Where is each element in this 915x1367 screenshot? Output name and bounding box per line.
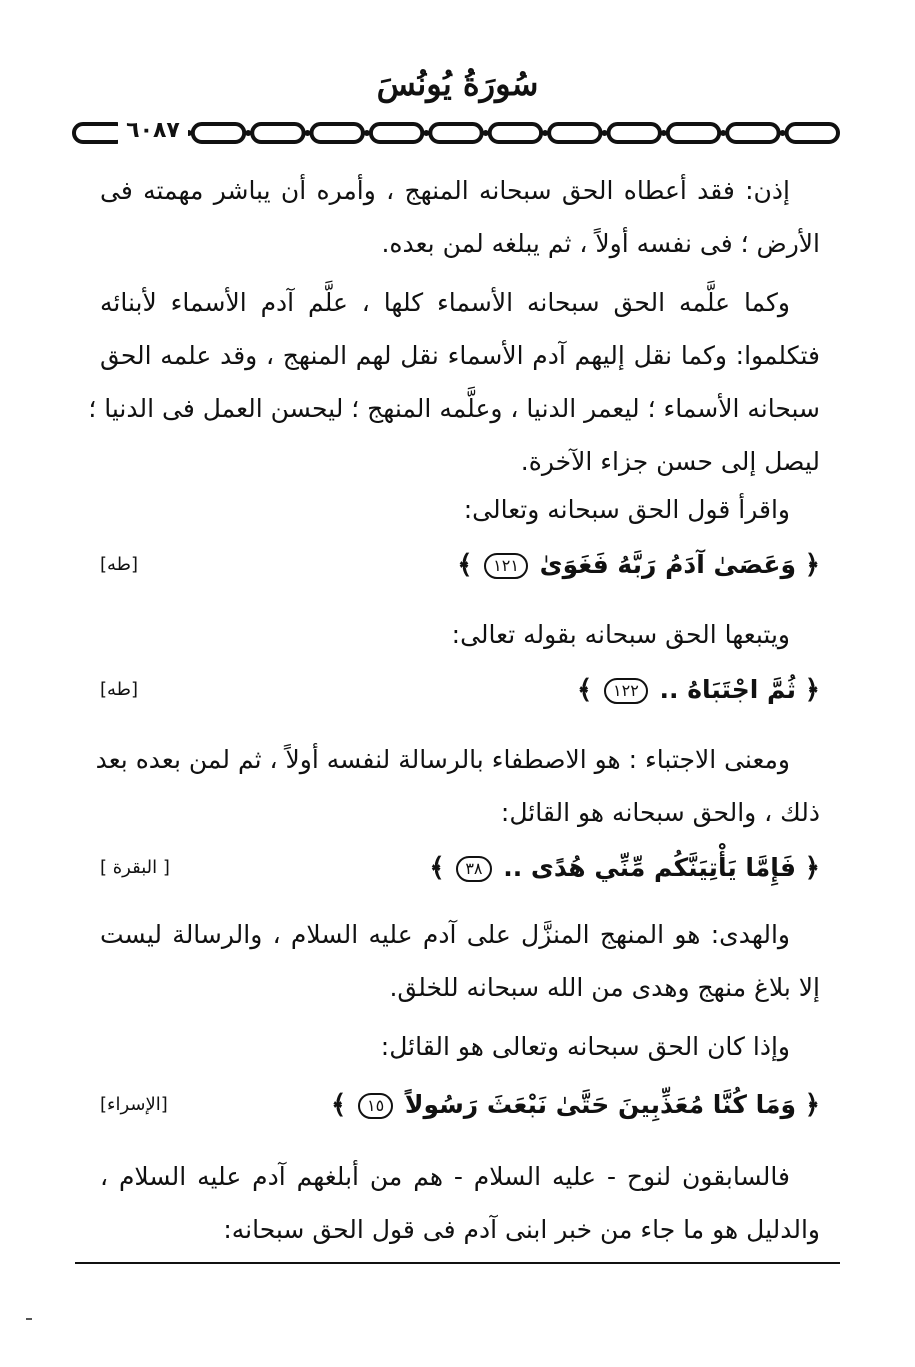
quran-verse-3 [100, 843, 820, 893]
verse-source: [الإسراء] [100, 1094, 168, 1115]
chain-dot [780, 130, 786, 136]
verse-source: [طه] [100, 679, 139, 700]
text-line: واقرأ قول الحق سبحانه وتعالى: [463, 495, 790, 524]
chain-dot [483, 130, 489, 136]
quran-verse-1 [100, 540, 820, 590]
text-line: فالسابقون لنوح - عليه السلام - هم من أبلغهم آدم عليه السلام ، [100, 1162, 790, 1191]
chain-dot [364, 130, 370, 136]
chain-dot [245, 130, 251, 136]
chain-link [371, 124, 422, 142]
verse-text-line [331, 1080, 820, 1130]
chain-link [430, 124, 481, 142]
text-line: ومعنى الاجتباء : هو الاصطفاء بالرسالة لنفسه أولاً ، ثم لمن بعده بعد [95, 745, 790, 774]
text-line: ذلك ، والحق سبحانه هو القائل: [500, 798, 820, 827]
verse-text-line [429, 843, 820, 893]
text-line: الأرض ؛ فى نفسه أولاً ، ثم يبلغه لمن بعده. [381, 229, 820, 258]
page-number: ٦٠٨٧ [118, 116, 188, 146]
text-line: والهدى: هو المنهج المنزَّل على آدم عليه السلام ، والرسالة ليست [100, 920, 790, 949]
text-line: وإذا كان الحق سبحانه وتعالى هو القائل: [380, 1032, 790, 1061]
ayah-number-badge: ١٢١ [484, 553, 528, 579]
quran-verse-2 [100, 665, 820, 715]
chain-dot [661, 130, 667, 136]
chain-dot [720, 130, 726, 136]
paragraph-5 [95, 733, 820, 839]
paragraph-2 [88, 276, 820, 488]
text-line: وكما علَّمه الحق سبحانه الأسماء كلها ، علَّم آدم الأسماء لأبنائه [100, 288, 790, 317]
scan-speck [26, 1318, 32, 1320]
chain-link [668, 124, 719, 142]
paragraph-3 [100, 483, 820, 536]
verse-open-bracket: ﴿ [804, 853, 820, 883]
paragraph-1 [100, 164, 820, 270]
ayah-number-badge: ١٢٢ [604, 678, 648, 704]
chain-link [549, 124, 600, 142]
verse-text: ثُمَّ اجْتَبَاهُ .. [659, 675, 797, 704]
chain-dot [305, 130, 311, 136]
paragraph-7 [100, 1020, 820, 1073]
verse-source: [طه] [100, 554, 139, 575]
text-line: سبحانه الأسماء ؛ ليعمر الدنيا ، وعلَّمه المنهج ؛ ليحسن العمل فى الدنيا ؛ [88, 394, 820, 423]
chain-link [193, 124, 244, 142]
verse-text: فَإِمَّا يَأْتِيَنَّكُم مِّنِّي هُدًى .. [503, 853, 797, 882]
paragraph-8 [100, 1150, 820, 1256]
text-line: ويتبعها الحق سبحانه بقوله تعالى: [451, 620, 790, 649]
paragraph-6 [100, 908, 820, 1014]
ayah-number-badge: ١٥ [358, 1093, 393, 1119]
chain-link [609, 124, 660, 142]
text-line: إلا بلاغ منهج وهدى من الله سبحانه للخلق. [389, 973, 820, 1002]
surah-title: سُورَةُ يُونُسَ [376, 65, 539, 103]
paragraph-4 [100, 608, 820, 661]
verse-text: وَعَصَىٰ آدَمُ رَبَّهُ فَغَوَىٰ [539, 550, 797, 579]
verse-open-bracket: ﴿ [804, 550, 820, 580]
verse-text: وَمَا كُنَّا مُعَذِّبِينَ حَتَّىٰ نَبْعَثَ رَسُولاً [404, 1090, 797, 1119]
ayah-number-badge: ٣٨ [456, 856, 491, 882]
chain-dot [542, 130, 548, 136]
verse-close-bracket: ﴾ [331, 1090, 347, 1120]
verse-close-bracket: ﴾ [429, 853, 445, 883]
quran-verse-4 [100, 1080, 820, 1130]
verse-open-bracket: ﴿ [804, 675, 820, 705]
chain-dot [602, 130, 608, 136]
text-line: والدليل هو ما جاء من خبر ابنى آدم فى قول الحق سبحانه: [223, 1215, 820, 1244]
footer-divider [75, 1262, 840, 1264]
text-line: فتكلموا: وكما نقل إليهم آدم الأسماء نقل لهم المنهج ، وقد علمه الحق [100, 341, 820, 370]
verse-open-bracket: ﴿ [804, 1090, 820, 1120]
chain-dot [423, 130, 429, 136]
verse-close-bracket: ﴾ [457, 550, 473, 580]
verse-text-line [457, 540, 820, 590]
chain-link [312, 124, 363, 142]
text-line: ليصل إلى حسن جزاء الآخرة. [520, 447, 820, 476]
verse-text-line [577, 665, 820, 715]
chain-link [490, 124, 541, 142]
chain-link [252, 124, 303, 142]
verse-source: [ البقرة ] [100, 857, 170, 878]
text-line: إذن: فقد أعطاه الحق سبحانه المنهج ، وأمره أن يباشر مهمته فى [100, 176, 790, 205]
chain-link [727, 124, 778, 142]
chain-link [787, 124, 838, 142]
verse-close-bracket: ﴾ [577, 675, 593, 705]
